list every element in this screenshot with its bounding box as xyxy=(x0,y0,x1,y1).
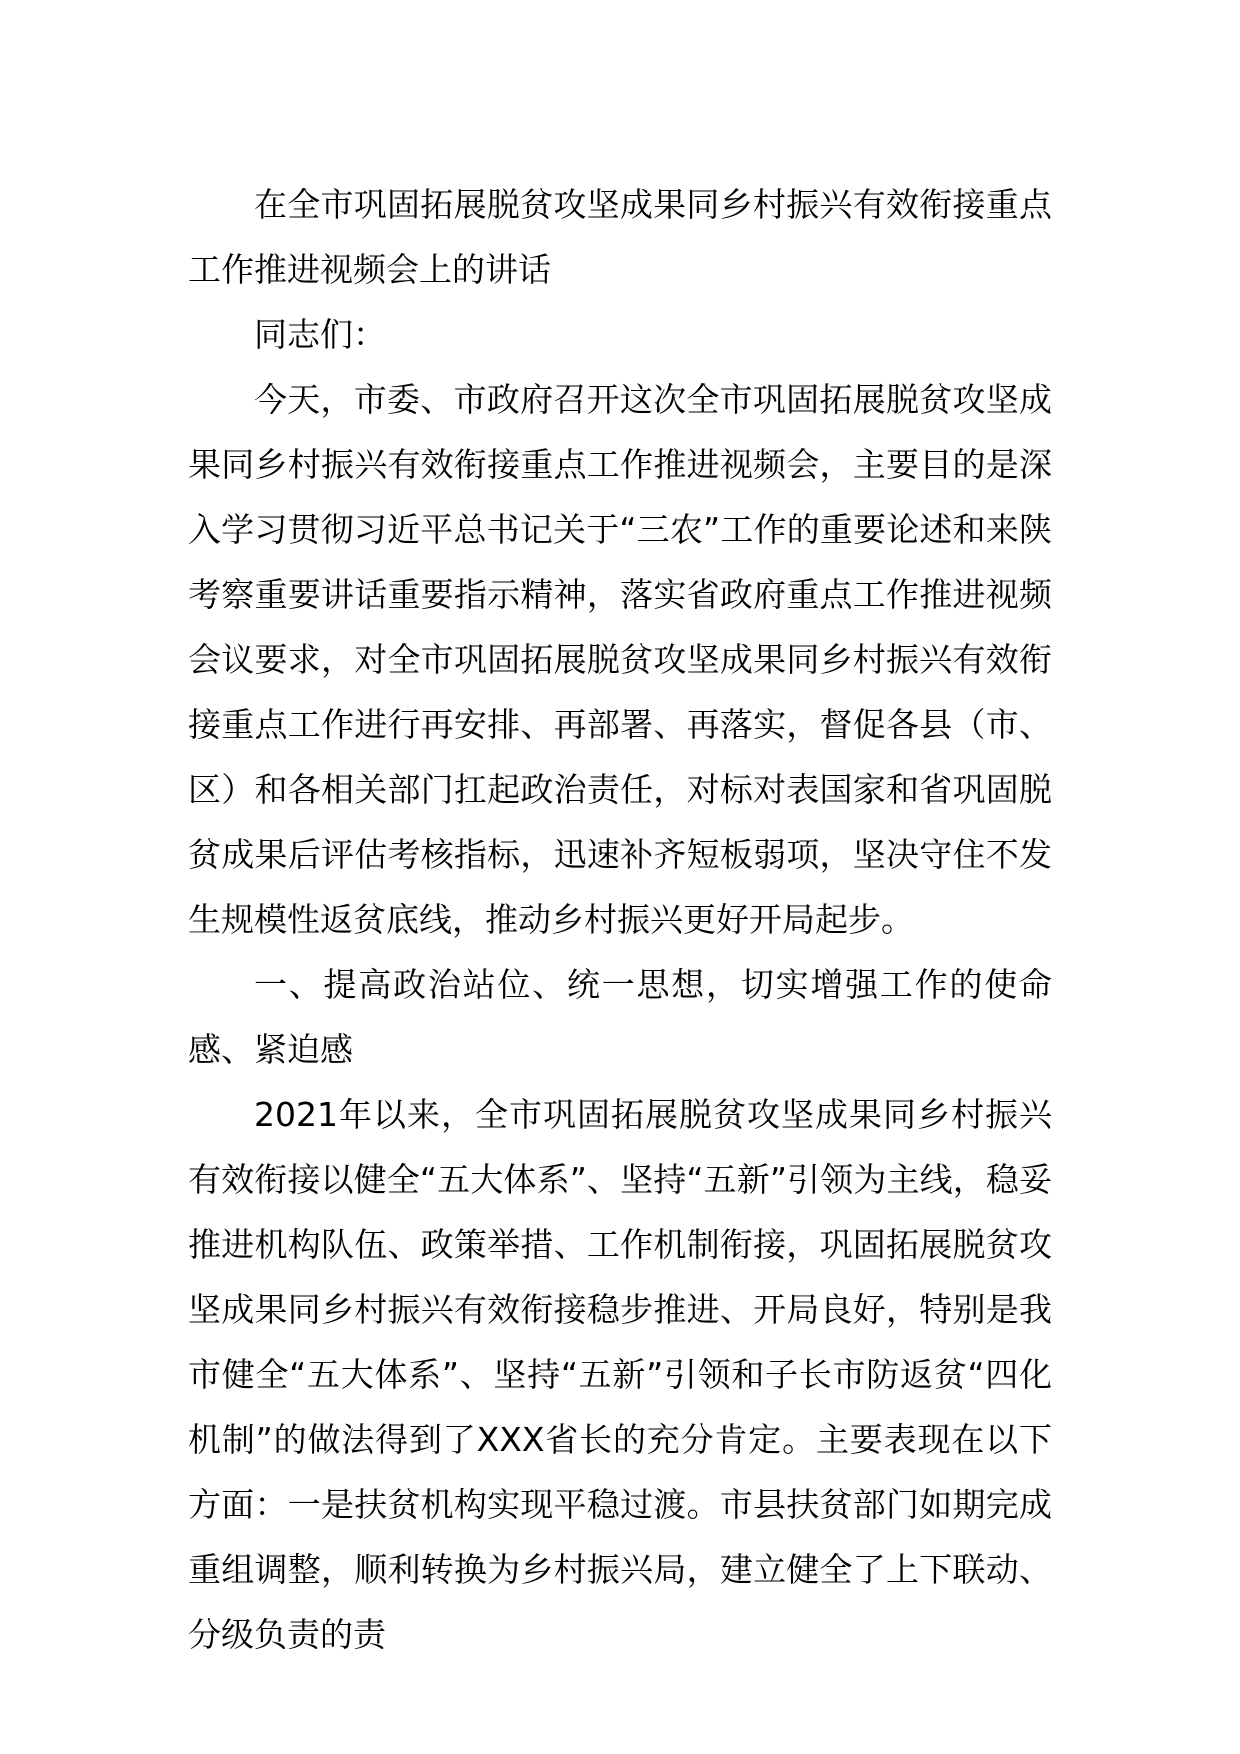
intro-paragraph: 今天，市委、市政府召开这次全市巩固拓展脱贫攻坚成果同乡村振兴有效衔接重点工作推进视频会，主要目的是深入学习贯彻习近平总书记关于“三农”工作的重要论述和来陕考察重要讲话重要指示精神，落实省政府重点工作推进视频会议要求，对全市巩固拓展脱贫攻坚成果同乡村振兴有效衔接重点工作进行再安排、再部署、再落实，督促各县（市、区）和各相关部门扛起政治责任，对标对表国家和省巩固脱贫成果后评估考核指标，迅速补齐短板弱项，坚决守住不发生规模性返贫底线，推动乡村振兴更好开局起步。 xyxy=(188,380,1052,939)
section-1-heading: 一、提高政治站位、统一思想，切实增强工作的使命感、紧迫感 xyxy=(188,965,1052,1069)
section-1-paragraph: 2021年以来，全市巩固拓展脱贫攻坚成果同乡村振兴有效衔接以健全“五大体系”、坚持“五新”引领为主线，稳妥推进机构队伍、政策举措、工作机制衔接，巩固拓展脱贫攻坚成果同乡村振兴有效衔接稳步推进、开局良好，特别是我市健全“五大体系”、坚持“五新”引领和子长市防返贫“四化机制”的做法得到了XXX省长的充分肯定。主要表现在以下方面：一是扶贫机构实现平稳过渡。市县扶贫部门如期完成重组调整，顺利转换为乡村振兴局，建立健全了上下联动、分级负责的责 xyxy=(188,1095,1052,1654)
salutation: 同志们： xyxy=(254,315,386,354)
document-title: 在全市巩固拓展脱贫攻坚成果同乡村振兴有效衔接重点工作推进视频会上的讲话 xyxy=(188,185,1052,289)
